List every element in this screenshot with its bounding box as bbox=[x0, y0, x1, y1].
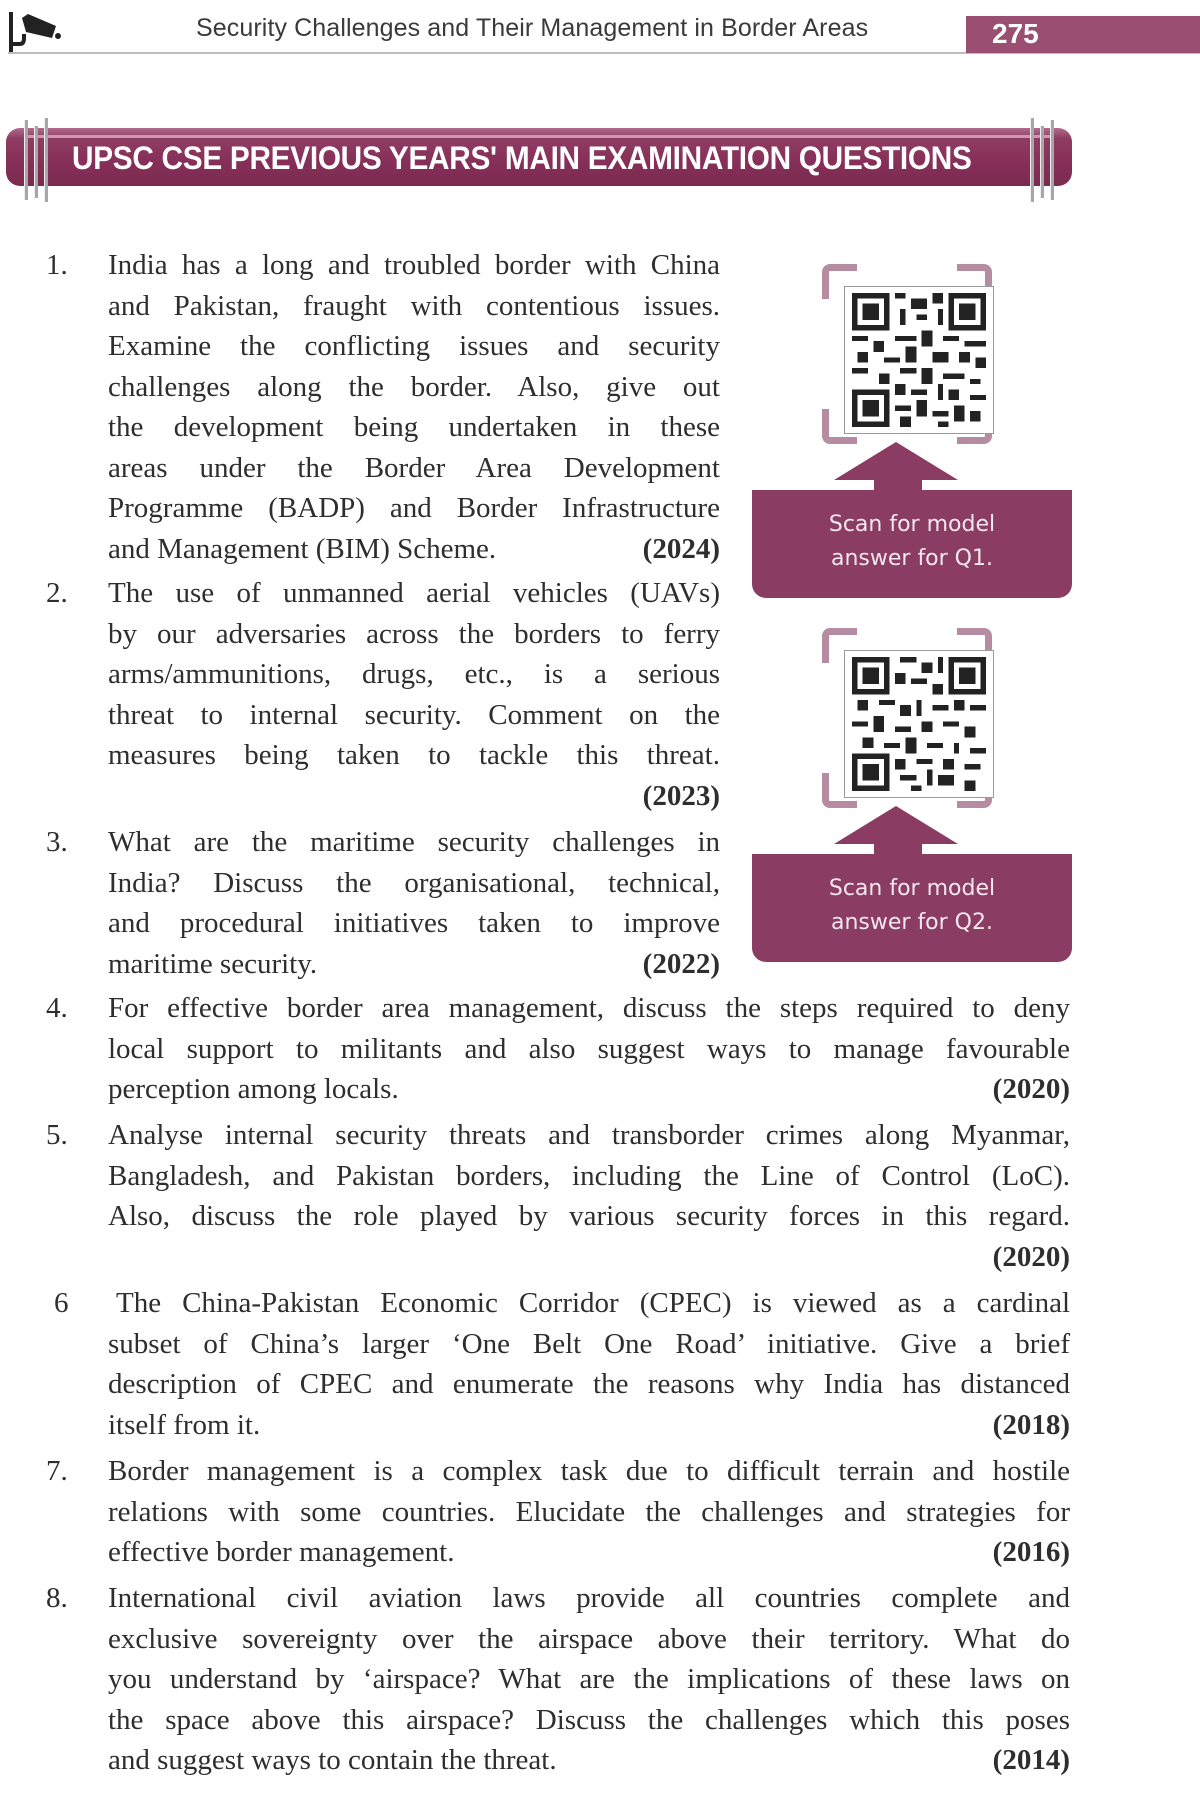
qr-label: Scan for model answer for Q1. bbox=[752, 490, 1072, 598]
question-text: For effective border area management, discuss the steps required to deny local support to militants and also suggest ways to manage favourable (2020) perception among locals. bbox=[108, 988, 1070, 1110]
question-year: (2020) bbox=[992, 1240, 1070, 1273]
question-year: (2020) bbox=[992, 1073, 1070, 1105]
question-year: (2023) bbox=[642, 779, 720, 812]
banner-title: UPSC CSE PREVIOUS YEARS' MAIN EXAMINATION QUESTIONS bbox=[72, 140, 972, 176]
question-text: The China-Pakistan Economic Corridor (CPEC) is viewed as a cardinal subset of China’s larger ‘One Belt One Road’ initiative. Give a brief description of CPEC and enumerate the reasons why India has distanced (2018) itself from it. bbox=[108, 1283, 1070, 1445]
arrow-up-icon bbox=[834, 806, 958, 844]
section-banner bbox=[6, 118, 1072, 190]
question-text: What are the maritime security challenges in India? Discuss the organisational, technical, and procedural initiatives taken to improve (2022) maritime security. bbox=[108, 822, 720, 984]
qr-code-icon[interactable] bbox=[844, 650, 994, 798]
question-number: 8. bbox=[46, 1582, 68, 1614]
page-number-box bbox=[966, 16, 1200, 53]
banner-left-decoration bbox=[24, 118, 58, 204]
cctv-camera-icon bbox=[6, 8, 62, 54]
question-number: 3. bbox=[46, 826, 68, 858]
question-text: The use of unmanned aerial vehicles (UAVs) by our adversaries across the borders to ferry arms/ammunitions, drugs, etc., is a serious threat to internal security. Comment on the measures being taken to tackle this threat. (2023) bbox=[108, 573, 720, 816]
question-year: (2018) bbox=[992, 1408, 1070, 1441]
chapter-title: Security Challenges and Their Management in Border Areas bbox=[196, 14, 869, 42]
question-number: 5. bbox=[46, 1119, 68, 1151]
banner-right-decoration bbox=[1030, 118, 1064, 204]
question-year: (2016) bbox=[992, 1536, 1070, 1568]
running-header bbox=[0, 0, 1200, 56]
arrow-up-icon bbox=[834, 442, 958, 480]
qr-frame bbox=[822, 264, 992, 444]
question-year: (2022) bbox=[642, 947, 720, 980]
qr-label: Scan for model answer for Q2. bbox=[752, 854, 1072, 962]
question-text: Analyse internal security threats and transborder crimes along Myanmar, Bangladesh, and Pakistan borders, including the Line of Control (LoC). Also, discuss the role played by various security forces in this regard. (2020) bbox=[108, 1115, 1070, 1277]
question-text: International civil aviation laws provide all countries complete and exclusive sovereignty over the airspace above their territory. What do you understand by ‘airspace? What are the implications of these laws on the space above this airspace? Discuss the challenges which this poses (2014) and suggest ways to contain the threat. bbox=[108, 1578, 1070, 1781]
question-text: Border management is a complex task due to difficult terrain and hostile relations with some countries. Elucidate the challenges and strategies for (2016) effective border management. bbox=[108, 1451, 1070, 1573]
question-year: (2024) bbox=[642, 532, 720, 565]
question-number: 6 bbox=[54, 1287, 69, 1319]
question-number: 4. bbox=[46, 992, 68, 1024]
qr-frame bbox=[822, 628, 992, 808]
qr-code-icon[interactable] bbox=[844, 286, 994, 434]
question-number: 2. bbox=[46, 577, 68, 609]
question-number: 7. bbox=[46, 1455, 68, 1487]
question-number: 1. bbox=[46, 249, 68, 281]
question-year: (2014) bbox=[992, 1744, 1070, 1776]
page-number: 275 bbox=[992, 18, 1039, 49]
question-text: India has a long and troubled border with China and Pakistan, fraught with contentious issues. Examine the conflicting issues and security challenges along the border. Also, give out the development being undertaken in these areas under the Border Area Development Programme (BADP) and Border Infrastructure (2024) and Management (BIM) Scheme. bbox=[108, 245, 720, 569]
